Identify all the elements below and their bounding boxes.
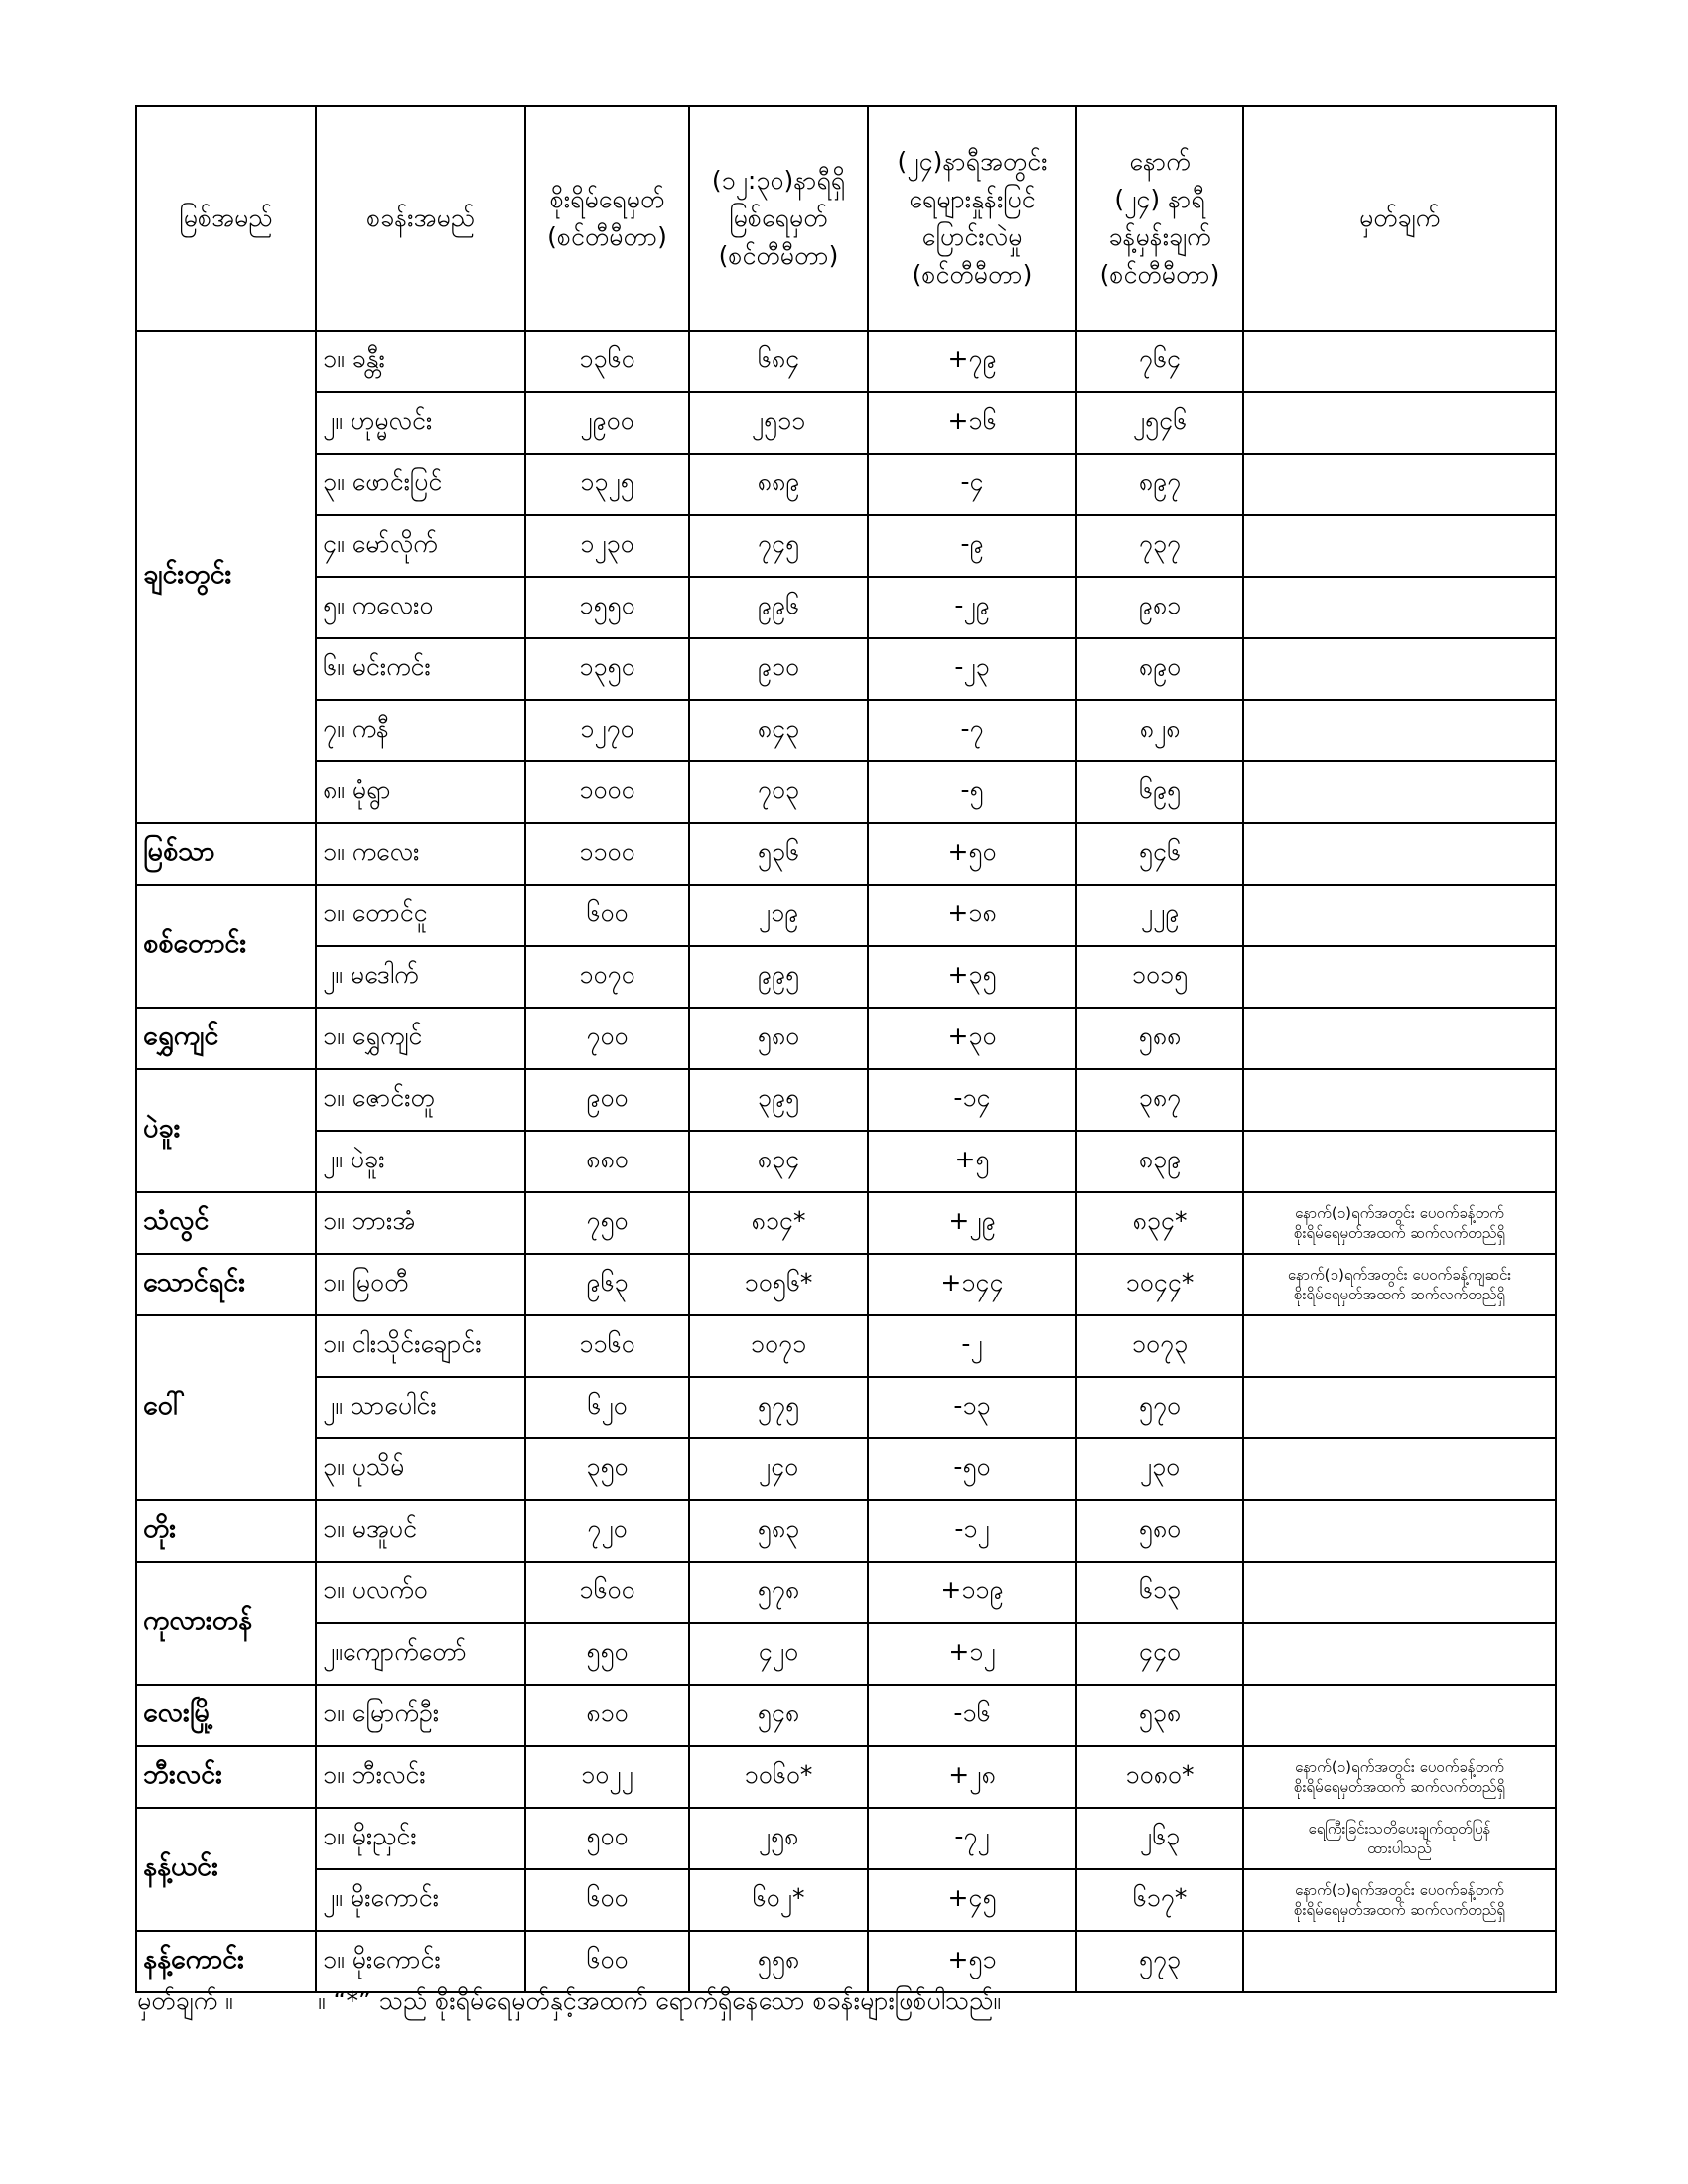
station-name: ၅။ ကလေးဝ [316,577,525,638]
change-cell: -၂၉ [868,577,1076,638]
table-row [136,946,1556,1008]
forecast-cell: ၈၃၄* [1076,1192,1243,1254]
danger-level-cell: ၁၆၀၀ [525,1562,689,1623]
river-name: ကုလားတန် [136,1562,316,1685]
table-row [136,1931,1556,1992]
remark-line: စိုးရိမ်ရေမှတ်အထက် ဆက်လက်တည်ရှိ [1294,1224,1505,1242]
current-level-cell: ၅၃၆ [689,823,868,885]
station-name: ၁။ မအူပင် [316,1500,525,1562]
forecast-cell: ၁၀၇၃ [1076,1315,1243,1377]
remark-cell [1243,1254,1556,1315]
danger-level-cell: ၁၃၂၅ [525,454,689,515]
station-name: ၁။ ပလက်ဝ [316,1562,525,1623]
header-danger-level: စိုးရိမ်ရေမှတ် (စင်တီမီတာ) [525,106,689,331]
current-level-cell: ၇၀၃ [689,761,868,823]
table-row [136,700,1556,761]
remark-line: စိုးရိမ်ရေမှတ်အထက် ဆက်လက်တည်ရှိ [1294,1286,1505,1303]
remark-cell [1243,1192,1556,1254]
danger-level-cell: ၁၂၇၀ [525,700,689,761]
danger-level-cell: ၅၅၀ [525,1623,689,1685]
remark-line: နောက်(၁)ရက်အတွင်း ပေ၀က်ခန့်တက် [1295,1204,1504,1222]
river-name: ဘီးလင်း [136,1746,316,1808]
table-row [136,1315,1556,1377]
station-name: ၁။ ရွှေကျင် [316,1008,525,1069]
header-remark: မှတ်ချက် [1243,106,1556,331]
table-row [136,1254,1556,1315]
station-name: ၁။ ခန္တီး [316,331,525,392]
remark-cell [1243,1500,1556,1562]
footnote-text: ။ “*” သည် စိုးရိမ်ရေမှတ်နှင့်အထက် ရောက်ရှိနေသော စခန်းများဖြစ်ပါသည်။ [318,1986,1001,2015]
current-level-cell: ၂၅၈ [689,1808,868,1869]
change-cell: +၇၉ [868,331,1076,392]
table-row [136,515,1556,577]
current-level-cell: ၁၀၅၆* [689,1254,868,1315]
current-level-cell: ၂၄၀ [689,1438,868,1500]
station-name: ၁။ မိုးကောင်း [316,1931,525,1992]
footnote [137,1985,1557,2022]
danger-level-cell: ၂၉၀၀ [525,392,689,454]
current-level-cell: ၂၁၉ [689,885,868,946]
table-row [136,331,1556,392]
danger-level-cell: ၉၆၃ [525,1254,689,1315]
change-cell: +၃၀ [868,1008,1076,1069]
river-name: ဝေါ် [136,1315,316,1500]
danger-level-cell: ၁၀၂၂ [525,1746,689,1808]
remark-cell [1243,577,1556,638]
footnote-label: မှတ်ချက် ။ [137,1986,233,2015]
remark-cell [1243,1008,1556,1069]
current-level-cell: ၅၇၈ [689,1562,868,1623]
danger-level-cell: ၁၁၀၀ [525,823,689,885]
table-row [136,761,1556,823]
change-cell: +၁၂ [868,1623,1076,1685]
table-row [136,1500,1556,1562]
remark-line: နောက်(၁)ရက်အတွင်း ပေ၀က်ခန့်တက် [1295,1758,1504,1776]
forecast-cell: ၈၃၉ [1076,1131,1243,1192]
current-level-cell: ၅၈၃ [689,1500,868,1562]
change-cell: -၇၂ [868,1808,1076,1869]
danger-level-cell: ၇၂၀ [525,1500,689,1562]
danger-level-cell: ၁၃၆၀ [525,331,689,392]
change-cell: -၅၀ [868,1438,1076,1500]
station-name: ၁။ ဘီးလင်း [316,1746,525,1808]
danger-level-cell: ၁၀၀၀ [525,761,689,823]
river-name: နန့်ယင်း [136,1808,316,1931]
change-cell: +၄၅ [868,1869,1076,1931]
change-cell: -၂၃ [868,638,1076,700]
river-name: ပဲခူး [136,1069,316,1192]
change-cell: +၂၉ [868,1192,1076,1254]
table-row [136,1808,1556,1869]
change-cell: -၂ [868,1315,1076,1377]
river-name: သံလွင် [136,1192,316,1254]
station-name: ၂။ မိုးကောင်း [316,1869,525,1931]
header-24h-change: (၂၄)နာရီအတွင်း ရေများနှုန်းပြင် ပြောင်းလဲမှု (စင်တီမီတာ) [868,106,1076,331]
current-level-cell: ၅၄၈ [689,1685,868,1746]
table-row [136,823,1556,885]
remark-cell [1243,1623,1556,1685]
forecast-cell: ၅၃၈ [1076,1685,1243,1746]
remark-cell [1243,700,1556,761]
station-name: ၁။ တောင်ငူ [316,885,525,946]
forecast-cell: ၆၁၃ [1076,1562,1243,1623]
remark-line: နောက်(၁)ရက်အတွင်း ပေ၀က်ခန့်တက် [1295,1881,1504,1899]
station-name: ၂။ သာပေါင်း [316,1377,525,1438]
remark-cell [1243,761,1556,823]
header-forecast: နောက် (၂၄) နာရီ ခန့်မှန်းချက် (စင်တီမီတာ) [1076,106,1243,331]
forecast-cell: ၂၅၄၆ [1076,392,1243,454]
change-cell: +၁၁၉ [868,1562,1076,1623]
remark-cell [1243,515,1556,577]
current-level-cell: ၂၅၁၁ [689,392,868,454]
forecast-cell: ၄၄၀ [1076,1623,1243,1685]
remark-cell [1243,1131,1556,1192]
header-row [136,106,1556,331]
change-cell: -၄ [868,454,1076,515]
river-name: မြစ်သာ [136,823,316,885]
forecast-cell: ၁၀၁၅ [1076,946,1243,1008]
station-name: ၈။ မုံရွာ [316,761,525,823]
river-name: တိုး [136,1500,316,1562]
remark-cell [1243,1069,1556,1131]
station-name: ၇။ ကနီ [316,700,525,761]
danger-level-cell: ၁၃၅၀ [525,638,689,700]
remark-cell [1243,1315,1556,1377]
remark-cell [1243,1438,1556,1500]
change-cell: +၅ [868,1131,1076,1192]
remark-cell [1243,1869,1556,1931]
table-row [136,1562,1556,1623]
forecast-cell: ၅၄၆ [1076,823,1243,885]
danger-level-cell: ၆၀၀ [525,1869,689,1931]
current-level-cell: ၈၄၃ [689,700,868,761]
forecast-cell: ၈၉၀ [1076,638,1243,700]
danger-level-cell: ၈၁၀ [525,1685,689,1746]
remark-line: ရေကြီးခြင်းသတိပေးချက်ထုတ်ပြန် [1308,1820,1491,1838]
river-name: သောင်ရင်း [136,1254,316,1315]
river-name: စစ်တောင်း [136,885,316,1008]
table-row [136,577,1556,638]
station-name: ၃။ ပုသိမ် [316,1438,525,1500]
remark-cell [1243,1562,1556,1623]
remark-cell [1243,454,1556,515]
current-level-cell: ၉၁၀ [689,638,868,700]
danger-level-cell: ၃၅၀ [525,1438,689,1500]
forecast-cell: ၆၁၇* [1076,1869,1243,1931]
header-station: စခန်းအမည် [316,106,525,331]
remark-cell [1243,1931,1556,1992]
forecast-cell: ၂၆၃ [1076,1808,1243,1869]
change-cell: +၁၄၄ [868,1254,1076,1315]
change-cell: -၁၄ [868,1069,1076,1131]
station-name: ၂။ မဒေါက် [316,946,525,1008]
change-cell: -၉ [868,515,1076,577]
remark-line: နောက်(၁)ရက်အတွင်း ပေ၀က်ခန့်ကျဆင်း [1287,1266,1512,1284]
current-level-cell: ၃၉၅ [689,1069,868,1131]
current-level-cell: ၁၀၇၁ [689,1315,868,1377]
forecast-cell: ၅၇၃ [1076,1931,1243,1992]
station-name: ၆။ မင်းကင်း [316,638,525,700]
change-cell: +၁၆ [868,392,1076,454]
change-cell: +၁၈ [868,885,1076,946]
forecast-cell: ၂၂၉ [1076,885,1243,946]
current-level-cell: ၉၉၆ [689,577,868,638]
danger-level-cell: ၆၀၀ [525,885,689,946]
current-level-cell: ၅၇၅ [689,1377,868,1438]
forecast-cell: ၁၀၄၄* [1076,1254,1243,1315]
change-cell: -၁၆ [868,1685,1076,1746]
forecast-cell: ၇၆၄ [1076,331,1243,392]
danger-level-cell: ၁၂၃၀ [525,515,689,577]
forecast-cell: ၈၂၈ [1076,700,1243,761]
table-body [136,331,1556,1992]
current-level-cell: ၆၀၂* [689,1869,868,1931]
change-cell: -၇ [868,700,1076,761]
forecast-cell: ၅၈၀ [1076,1500,1243,1562]
current-level-cell: ၇၄၅ [689,515,868,577]
current-level-cell: ၈၈၉ [689,454,868,515]
station-name: ၂။ ဟုမ္မလင်း [316,392,525,454]
danger-level-cell: ၇၀၀ [525,1008,689,1069]
danger-level-cell: ၆၀၀ [525,1931,689,1992]
forecast-cell: ၉၈၁ [1076,577,1243,638]
station-name: ၁။ ကလေး [316,823,525,885]
river-name: ချင်းတွင်း [136,331,316,823]
danger-level-cell: ၁၅၅၀ [525,577,689,638]
station-name: ၄။ မော်လိုက် [316,515,525,577]
current-level-cell: ၈၃၄ [689,1131,868,1192]
remark-cell [1243,392,1556,454]
current-level-cell: ၅၅၈ [689,1931,868,1992]
table-row [136,1377,1556,1438]
remark-cell [1243,885,1556,946]
table-row [136,1131,1556,1192]
station-name: ၁။ ဇောင်းတူ [316,1069,525,1131]
change-cell: +၅၀ [868,823,1076,885]
danger-level-cell: ၅၀၀ [525,1808,689,1869]
station-name: ၁။ မြောက်ဦး [316,1685,525,1746]
forecast-cell: ၅၇၀ [1076,1377,1243,1438]
forecast-cell: ၆၉၅ [1076,761,1243,823]
table-row [136,1069,1556,1131]
current-level-cell: ၈၁၄* [689,1192,868,1254]
station-name: ၁။ မိုးညှင်း [316,1808,525,1869]
current-level-cell: ၆၈၄ [689,331,868,392]
table-row [136,1869,1556,1931]
river-name: ရွှေကျင် [136,1008,316,1069]
remark-cell [1243,1377,1556,1438]
forecast-cell: ၂၃၀ [1076,1438,1243,1500]
danger-level-cell: ၇၅၀ [525,1192,689,1254]
table-row [136,1008,1556,1069]
station-name: ၁။ ဘားအံ [316,1192,525,1254]
station-name: ၁။ မြဝတီ [316,1254,525,1315]
remark-cell [1243,638,1556,700]
station-name: ၁။ ငါးသိုင်းချောင်း [316,1315,525,1377]
remark-line: ထားပါသည် [1367,1840,1432,1857]
remark-line: စိုးရိမ်ရေမှတ်အထက် ဆက်လက်တည်ရှိ [1294,1778,1505,1796]
forecast-cell: ၁၀၈၀* [1076,1746,1243,1808]
remark-cell [1243,1685,1556,1746]
river-name: လေးမြို့ [136,1685,316,1746]
remark-line: စိုးရိမ်ရေမှတ်အထက် ဆက်လက်တည်ရှိ [1294,1901,1505,1919]
danger-level-cell: ၁၀၇၀ [525,946,689,1008]
change-cell: +၂၈ [868,1746,1076,1808]
forecast-cell: ၃၈၇ [1076,1069,1243,1131]
table-row [136,638,1556,700]
current-level-cell: ၉၉၅ [689,946,868,1008]
current-level-cell: ၄၂၀ [689,1623,868,1685]
table-row [136,1192,1556,1254]
river-name: နန့်ကောင်း [136,1931,316,1992]
header-river: မြစ်အမည် [136,106,316,331]
change-cell: +၅၁ [868,1931,1076,1992]
station-name: ၃။ ဖောင်းပြင် [316,454,525,515]
table-row [136,392,1556,454]
danger-level-cell: ၆၂၀ [525,1377,689,1438]
remark-cell [1243,823,1556,885]
change-cell: -၁၂ [868,1500,1076,1562]
current-level-cell: ၁၀၆၀* [689,1746,868,1808]
danger-level-cell: ၁၁၆၀ [525,1315,689,1377]
remark-cell [1243,1808,1556,1869]
change-cell: -၁၃ [868,1377,1076,1438]
current-level-cell: ၅၈၀ [689,1008,868,1069]
remark-cell [1243,331,1556,392]
remark-cell [1243,1746,1556,1808]
remark-cell [1243,946,1556,1008]
change-cell: +၃၅ [868,946,1076,1008]
danger-level-cell: ၈၈၀ [525,1131,689,1192]
table-row [136,885,1556,946]
station-name: ၂။ ပဲခူး [316,1131,525,1192]
table-row [136,1746,1556,1808]
forecast-cell: ၅၈၈ [1076,1008,1243,1069]
table-row [136,1623,1556,1685]
forecast-cell: ၇၃၇ [1076,515,1243,577]
danger-level-cell: ၉၀၀ [525,1069,689,1131]
forecast-cell: ၈၉၇ [1076,454,1243,515]
river-level-table [135,105,1557,1993]
change-cell: -၅ [868,761,1076,823]
table-row [136,454,1556,515]
table-row [136,1685,1556,1746]
header-current-level: (၁၂:၃၀)နာရီရှိ မြစ်ရေမှတ် (စင်တီမီတာ) [689,106,868,331]
table-row [136,1438,1556,1500]
station-name: ၂။ကျောက်တော် [316,1623,525,1685]
